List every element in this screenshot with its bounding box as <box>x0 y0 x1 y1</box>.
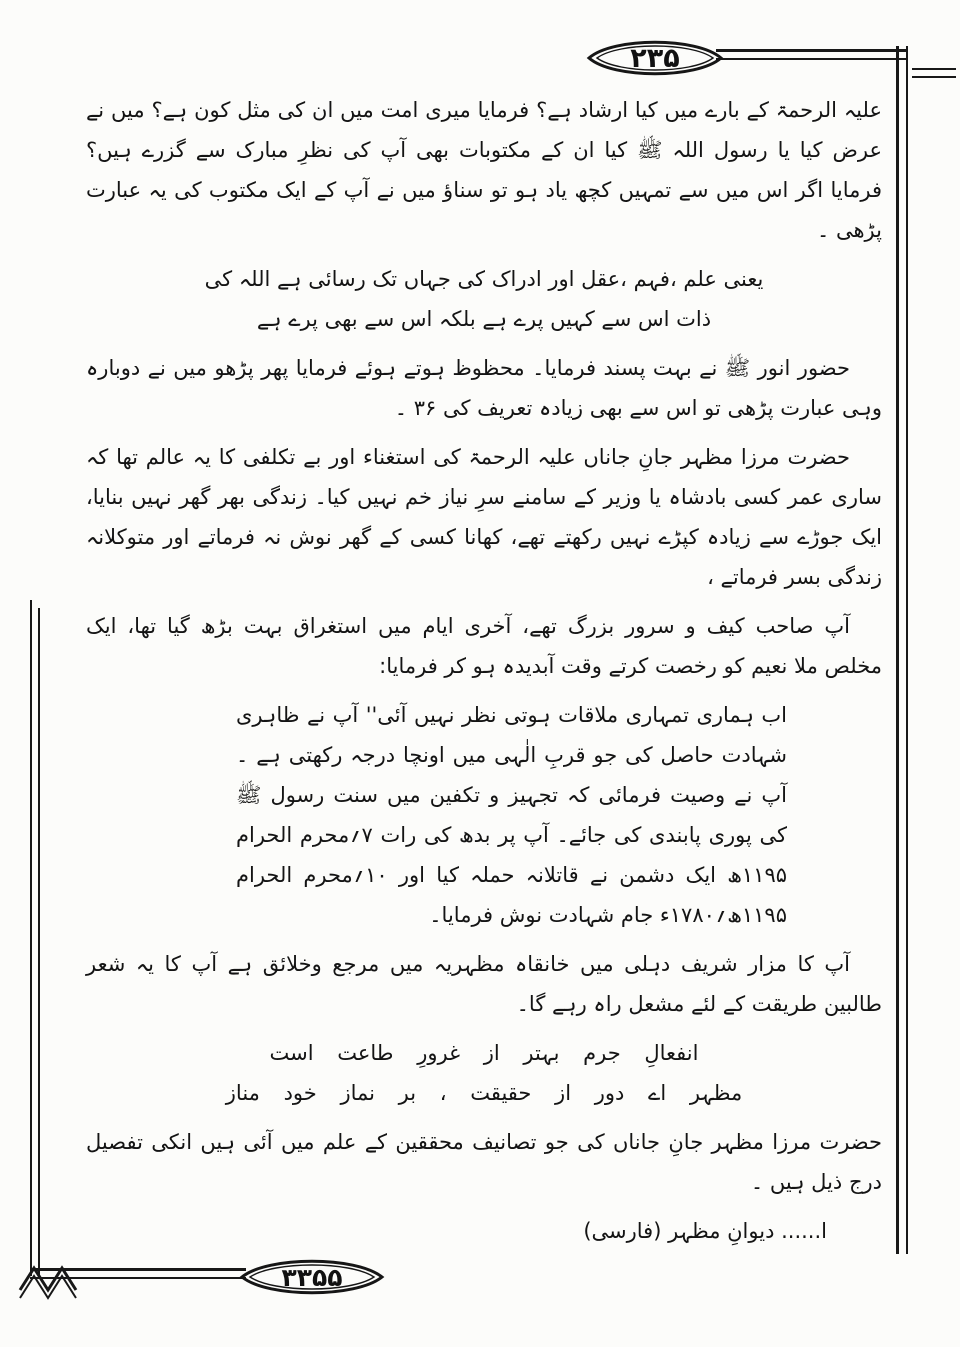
right-border-inner-line <box>906 46 908 1254</box>
quote-line-1: یعنی علم ،فہم ،عقل اور ادراک کی جہاں تک رسائی ہے اللہ کی <box>204 267 764 291</box>
page-number: ۲۳۵ <box>630 42 680 74</box>
paragraph-5: آپ کا مزار شریف دہلی میں خانقاہ مظہریہ میں مرجع وخلائق ہے آپ کا یہ شعر طالبین طریقت کے لئے مشعل راہ رہے گا۔ <box>86 952 882 1016</box>
top-border-inner-line <box>716 58 908 60</box>
paragraph-6: حضرت مرزا مظہر جانِ جاناں کی جو تصانیف محققین کے علم میں آئی ہیں انکی تفصیل درج ذیل ہیں ۔ <box>86 1130 882 1194</box>
top-border-outer-line <box>716 49 908 52</box>
bottom-number-cartouche <box>238 1252 386 1302</box>
bottom-number: ۳۳۵۵ <box>281 1262 343 1292</box>
left-border-inner-line <box>38 608 40 1276</box>
paragraph-1: علیہ الرحمۃ کے بارے میں کیا ارشاد ہے؟ فرمایا میری امت میں ان کی مثل کون ہے؟ میں نے عرض کیا یا رسول اللہ ﷺ کیا ان کے مکتوبات بھی آپ کی نظرِ مبارک سے گزرے ہیں؟ فرمایا اگر اس میں سے تمہیں کچھ یاد ہو تو سناؤ میں نے آپ کے ایک مکتوب کی یہ عبارت پڑھی ۔ <box>86 98 882 242</box>
page-text <box>86 90 882 1251</box>
left-border-outer-line <box>30 600 32 1276</box>
persian-verse <box>86 1033 882 1113</box>
paragraph-2: حضور انور ﷺ نے بہت پسند فرمایا۔ محظوظ ہوتے ہوئے فرمایا پھر پڑھو میں نے دوبارہ وہی عبارت پڑھی تو اس سے بھی زیادہ تعریف کی ۳۶ ۔ <box>86 356 882 420</box>
paragraph-4: آپ صاحب کیف و سرور بزرگ تھے، آخری ایام میں استغراق بہت بڑھ گیا تھا، ایک مخلص ملا نعیم کو رخصت کرتے وقت آبدیدہ ہو کر فرمایا: <box>86 614 882 678</box>
farewell-quote-block: اب ہماری تمہاری ملاقات ہوتی نظر نہیں آئی'' آپ نے ظاہری شہادت حاصل کی جو قربِ الٰہی میں اونچا درجہ رکھتی ہے ۔ آپ نے وصیت فرمائی کہ تجہیز و تکفین میں سنت رسول ﷺ کی پوری پابندی کی جائے۔ آپ پر بدھ کی رات ۷؍محرم الحرام ۱۱۹۵ھ ایک دشمن نے قاتلانہ حملہ کیا اور ۱۰؍محرم الحرام ۱۱۹۵ھ؍۱۷۸۰ء جام شہادت نوش فرمایا۔ <box>236 703 788 927</box>
page-number-cartouche <box>585 33 725 83</box>
verse-line-2: مظہر اے دور از حقیقت ، بر نماز خود مناز <box>225 1081 743 1105</box>
top-corner-step-line <box>912 68 956 70</box>
paragraph-3: حضرت مرزا مظہر جانِ جاناں علیہ الرحمۃ کی استغناء اور بے تکلفی کا یہ عالم تھا کہ ساری عمر کسی بادشاہ یا وزیر کے سامنے سرِ نیاز خم نہیں کیا۔ زندگی بھر گھر نہیں بنایا، ایک جوڑے سے زیادہ کپڑے نہیں رکھتے تھے، کھانا کسی کے گھر نوش نہ فرماتے اور متوکلانہ زندگی بسر فرماتے ، <box>86 445 882 589</box>
right-border-outer-line <box>896 46 899 1254</box>
bottom-left-zigzag-ornament <box>18 1256 88 1300</box>
works-list-item-1: ا...... دیوانِ مظہر (فارسی) <box>583 1219 827 1243</box>
top-corner-step-line-2 <box>912 76 956 78</box>
quote-line-2: ذات اس سے کہیں پرے ہے بلکہ اس سے بھی پرے ہے <box>256 307 712 331</box>
verse-line-1: انفعالِ جرم بہتر از غرورِ طاعت است <box>269 1041 699 1065</box>
quoted-saying <box>86 259 882 339</box>
